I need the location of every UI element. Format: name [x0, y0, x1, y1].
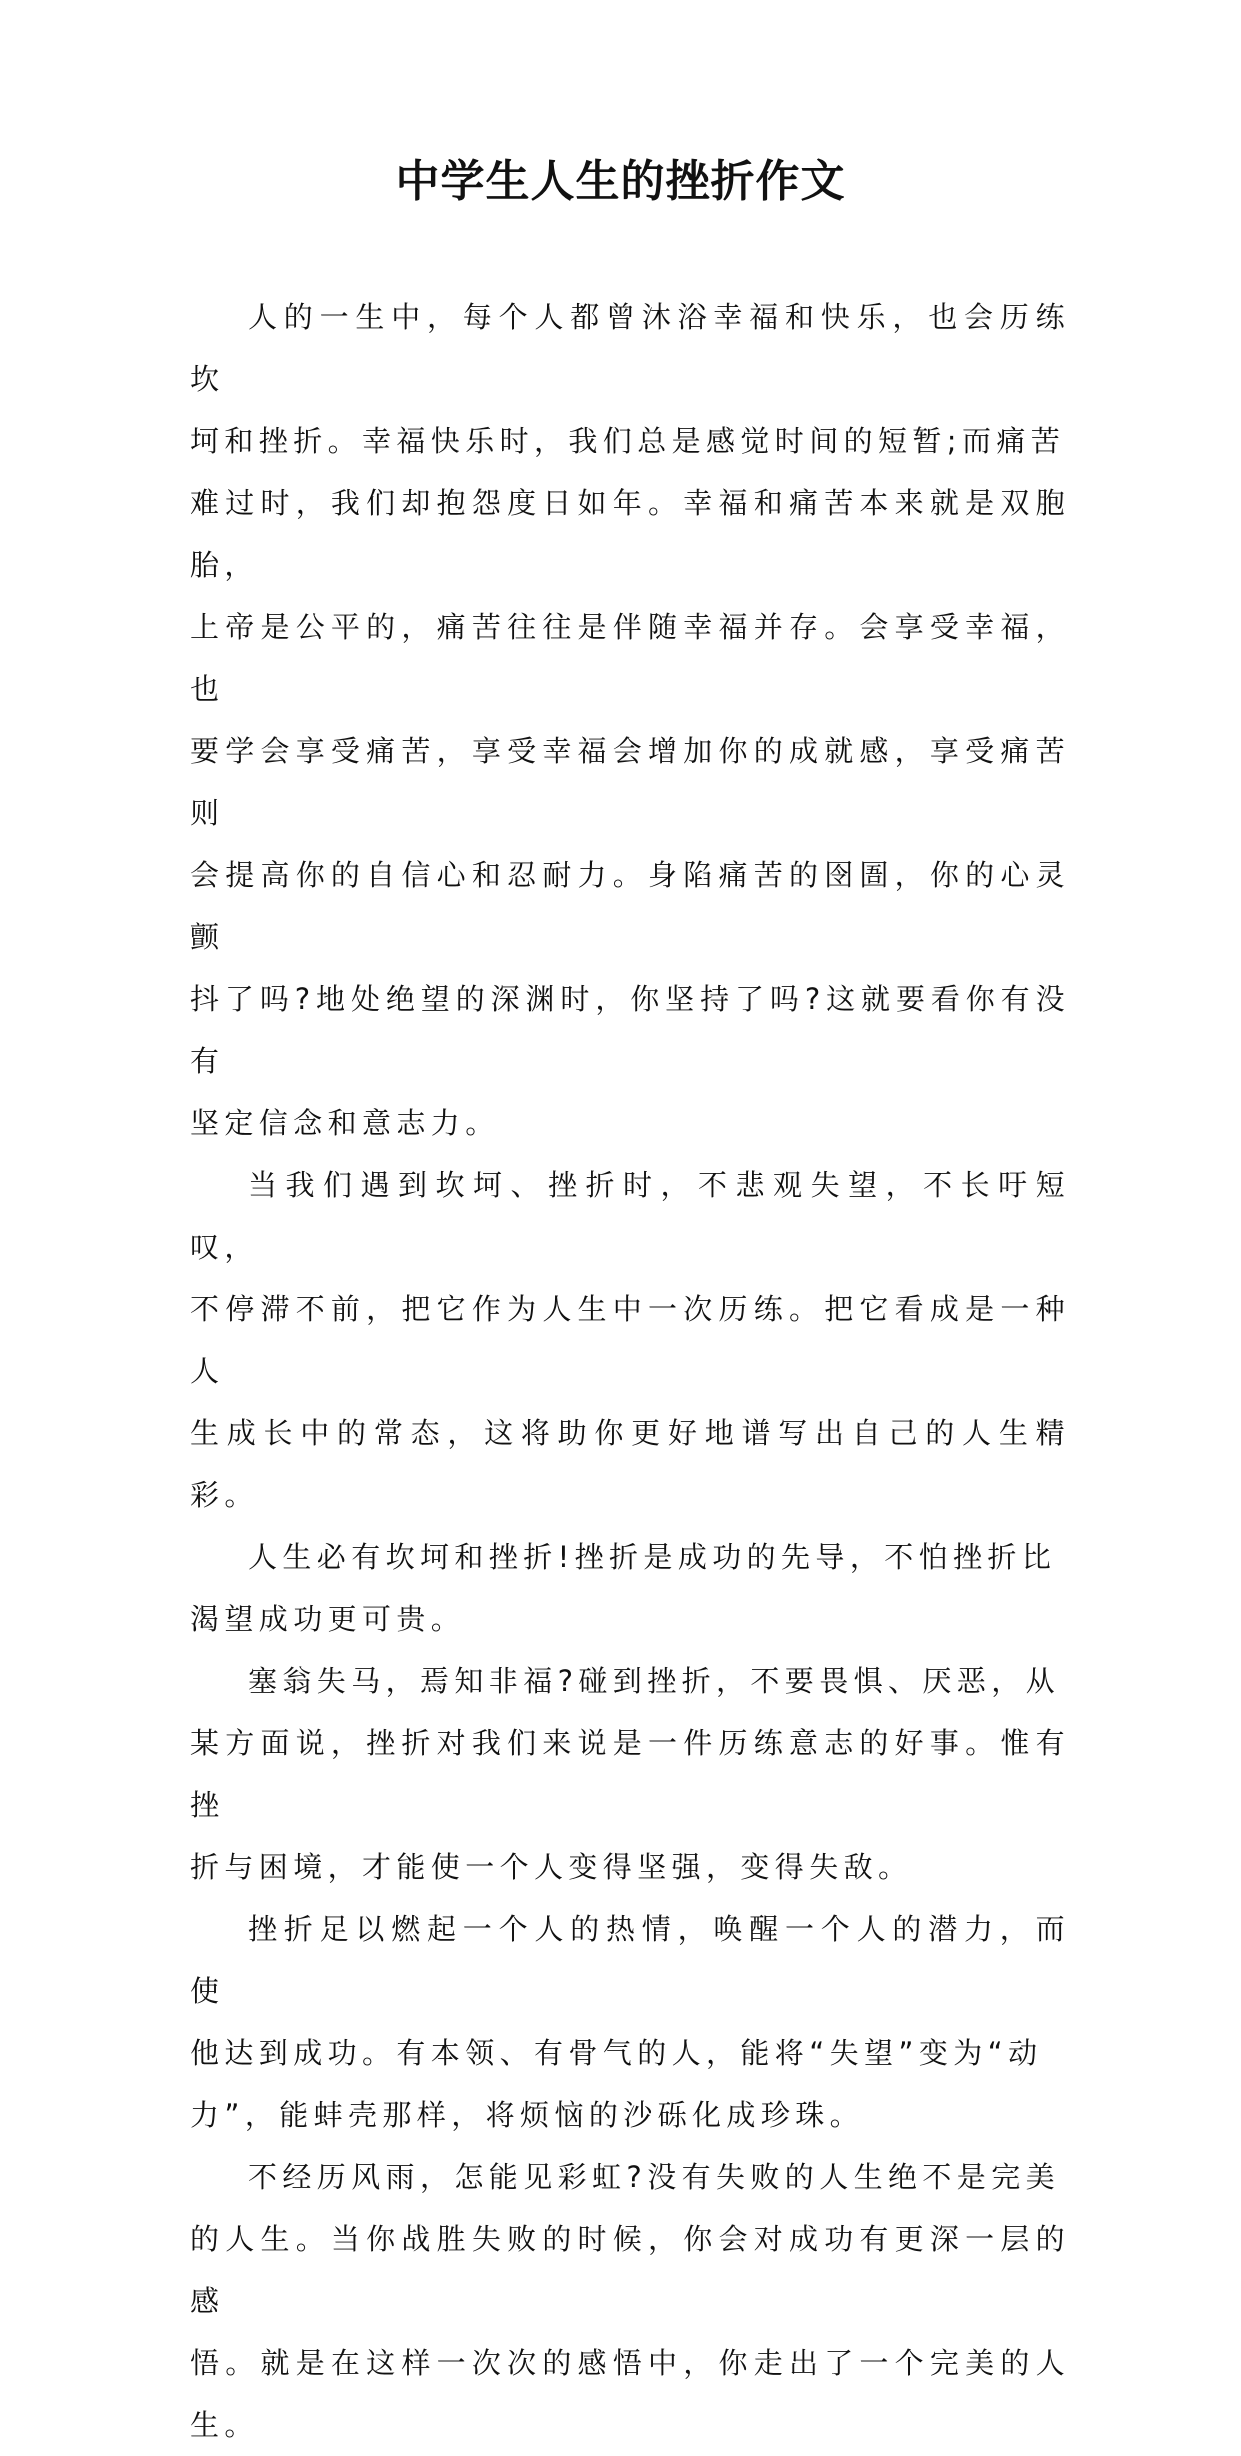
paragraph-line: 不经历风雨，怎能见彩虹?没有失败的人生绝不是完美	[248, 2160, 1060, 2194]
paragraph-line: 生成长中的常态，这将助你更好地谱写出自己的人生精彩。	[190, 1416, 1070, 1512]
document-title: 中学生人生的挫折作文	[395, 156, 846, 207]
paragraph-line: 人生必有坎坷和挫折!挫折是成功的先导，不怕挫折比	[248, 1540, 1057, 1574]
paragraph-line: 塞翁失马，焉知非福?碰到挫折，不要畏惧、厌恶，从	[248, 1664, 1060, 1698]
paragraph-3	[190, 1526, 1070, 1650]
paragraph-5	[190, 1898, 1070, 2146]
paragraph-line: 力”，能蚌壳那样，将烦恼的沙砾化成珍珠。	[190, 2098, 865, 2132]
paragraph-line: 要学会享受痛苦，享受幸福会增加你的成就感，享受痛苦则	[190, 734, 1070, 830]
paragraph-line: 会提高你的自信心和忍耐力。身陷痛苦的囹圄，你的心灵颤	[190, 858, 1070, 954]
paragraph-2	[190, 1154, 1070, 1526]
paragraph-line: 他达到成功。有本领、有骨气的人，能将“失望”变为“动	[190, 2036, 1043, 2070]
document-body	[190, 286, 1070, 2456]
paragraph-line: 坚定信念和意志力。	[190, 1106, 500, 1140]
paragraph-line: 难过时，我们却抱怨度日如年。幸福和痛苦本来就是双胞胎，	[190, 486, 1070, 582]
paragraph-line: 上帝是公平的，痛苦往往是伴随幸福并存。会享受幸福，也	[190, 610, 1070, 706]
paragraph-line: 坷和挫折。幸福快乐时，我们总是感觉时间的短暂;而痛苦	[190, 424, 1066, 458]
paragraph-line: 折与困境，才能使一个人变得坚强，变得失敌。	[190, 1850, 913, 1884]
paragraph-line: 某方面说，挫折对我们来说是一件历练意志的好事。惟有挫	[190, 1726, 1070, 1822]
paragraph-1	[190, 286, 1070, 1154]
paragraph-line: 人的一生中，每个人都曾沐浴幸福和快乐，也会历练坎	[190, 300, 1070, 396]
paragraph-4	[190, 1650, 1070, 1898]
paragraph-line: 挫折足以燃起一个人的热情，唤醒一个人的潜力，而使	[190, 1912, 1070, 2008]
paragraph-line: 抖了吗?地处绝望的深渊时，你坚持了吗?这就要看你有没有	[190, 982, 1070, 1078]
paragraph-line: 渴望成功更可贵。	[190, 1602, 466, 1636]
paragraph-line: 当我们遇到坎坷、挫折时，不悲观失望，不长吁短叹，	[190, 1168, 1070, 1264]
paragraph-6	[190, 2146, 1070, 2456]
paragraph-line: 的人生。当你战胜失败的时候，你会对成功有更深一层的感	[190, 2222, 1070, 2318]
paragraph-line: 悟。就是在这样一次次的感悟中，你走出了一个完美的人生。	[190, 2346, 1070, 2442]
paragraph-line: 不停滞不前，把它作为人生中一次历练。把它看成是一种人	[190, 1292, 1070, 1388]
